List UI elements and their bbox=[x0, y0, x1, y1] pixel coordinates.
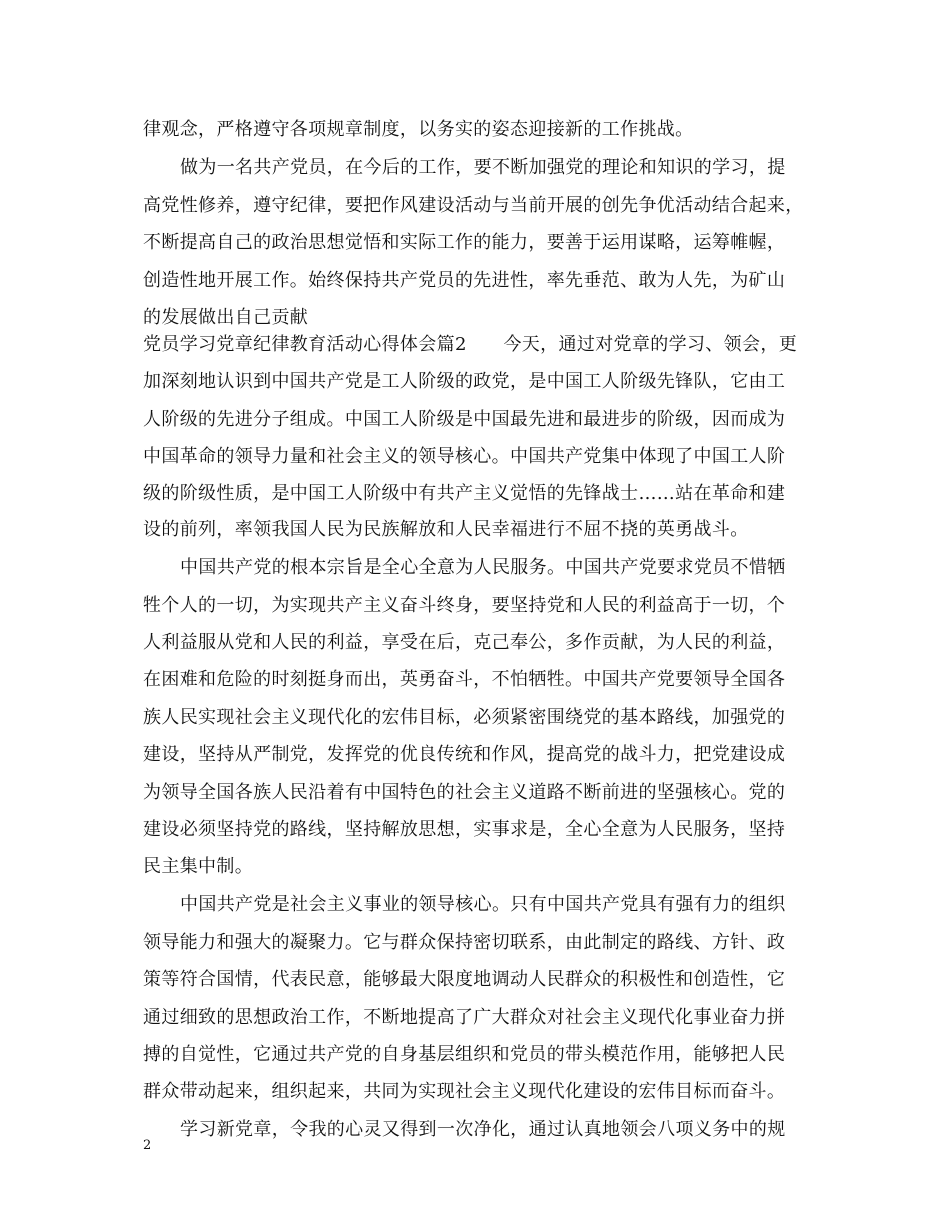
text-line: 中国革命的领导力量和社会主义的领导核心。中国共产党集中体现了中国工人阶 bbox=[143, 446, 786, 467]
text-line: 民主集中制。 bbox=[143, 856, 254, 877]
text-line: 族人民实现社会主义现代化的宏伟目标，必须紧密围绕党的基本路线，加强党的 bbox=[143, 707, 786, 728]
text-line: 高党性修养，遵守纪律，要把作风建设活动与当前开展的创先争优活动结合起来， bbox=[143, 195, 804, 216]
text-line: 在困难和危险的时刻挺身而出，英勇奋斗，不怕牺牲。中国共产党要领导全国各 bbox=[143, 669, 786, 690]
text-line: 搏的自觉性，它通过共产党的自身基层组织和党员的带头模范作用，能够把人民 bbox=[143, 1044, 786, 1065]
paragraph-start-line: 中国共产党的根本宗旨是全心全意为人民服务。中国共产党要求党员不惜牺 bbox=[180, 557, 786, 578]
text-line: 建设，坚持从严制党，发挥党的优良传统和作风，提高党的战斗力，把党建设成 bbox=[143, 744, 786, 765]
text-line: 牲个人的一切，为实现共产主义奋斗终身，要坚持党和人民的利益高于一切，个 bbox=[143, 595, 786, 616]
paragraph-start-line: 中国共产党是社会主义事业的领导核心。只有中国共产党具有强有力的组织 bbox=[180, 894, 786, 915]
text-line: 创造性地开展工作。始终保持共产党员的先进性，率先垂范、敢为人先，为矿山 bbox=[143, 270, 786, 291]
text-line: 的发展做出自己贡献 bbox=[143, 307, 309, 328]
text-line: 人利益服从党和人民的利益，享受在后，克己奉公，多作贡献，为人民的利益， bbox=[143, 632, 786, 653]
text-line: 建设必须坚持党的路线，坚持解放思想，实事求是，全心全意为人民服务，坚持 bbox=[143, 819, 786, 840]
text-line: 加深刻地认识到中国共产党是工人阶级的政党，是中国工人阶级先锋队，它由工 bbox=[143, 371, 786, 392]
text-line: 通过细致的思想政治工作，不断地提高了广大群众对社会主义现代化事业奋力拼 bbox=[143, 1007, 786, 1028]
text-line: 律观念，严格遵守各项规章制度，以务实的姿态迎接新的工作挑战。 bbox=[143, 119, 694, 140]
text-line: 领导能力和强大的凝聚力。它与群众保持密切联系，由此制定的路线、方针、政 bbox=[143, 932, 786, 953]
text-line: 不断提高自己的政治思想觉悟和实际工作的能力，要善于运用谋略，运筹帷幄， bbox=[143, 232, 786, 253]
section-heading-line: 党员学习党章纪律教育活动心得体会篇2 今天，通过对党章的学习、领会，更 bbox=[143, 334, 798, 355]
paragraph-start-line: 做为一名共产党员，在今后的工作，要不断加强党的理论和知识的学习，提 bbox=[180, 157, 786, 178]
text-line: 级的阶级性质，是中国工人阶级中有共产主义觉悟的先锋战士……站在革命和建 bbox=[143, 483, 786, 504]
page-number: 2 bbox=[143, 1138, 152, 1153]
text-line: 人阶级的先进分子组成。中国工人阶级是中国最先进和最进步的阶级，因而成为 bbox=[143, 409, 786, 430]
text-line: 为领导全国各族人民沿着有中国特色的社会主义道路不断前进的坚强核心。党的 bbox=[143, 782, 786, 803]
text-line: 策等符合国情，代表民意，能够最大限度地调动人民群众的积极性和创造性，它 bbox=[143, 969, 786, 990]
paragraph-start-line: 学习新党章，令我的心灵又得到一次净化，通过认真地领会八项义务中的规 bbox=[180, 1119, 786, 1140]
text-line: 设的前列，率领我国人民为民族解放和人民幸福进行不屈不挠的英勇战斗。 bbox=[143, 519, 749, 540]
text-line: 群众带动起来，组织起来，共同为实现社会主义现代化建设的宏伟目标而奋斗。 bbox=[143, 1081, 786, 1102]
